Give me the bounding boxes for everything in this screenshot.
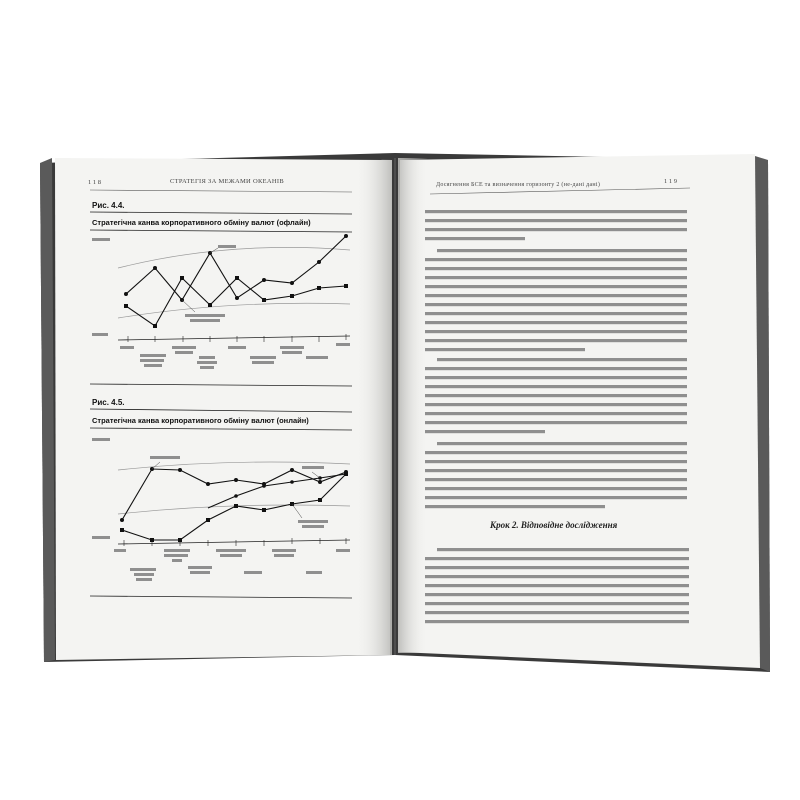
left-running-head: СТРАТЕГІЯ ЗА МЕЖАМИ ОКЕАНІВ <box>170 178 284 185</box>
section-title: Крок 2. Відповідне дослідження <box>490 520 618 530</box>
fig2-title: Стратегічна канва корпоративного обміну валют (онлайн) <box>92 416 309 425</box>
fig2-label: Рис. 4.5. <box>92 398 125 407</box>
fig1-label: Рис. 4.4. <box>92 201 125 210</box>
gutter-shadow-right <box>398 158 428 653</box>
right-body-text-lower <box>425 548 689 623</box>
right-page-number: 1 1 9 <box>664 178 677 185</box>
fig1-title: Стратегічна канва корпоративного обміну валют (офлайн) <box>92 218 311 227</box>
gutter-shadow-left <box>355 160 392 655</box>
right-running-head: Досягнення БСЕ та визначення горизонту 2 (не-дані дані) <box>436 182 601 188</box>
left-page-number: 1 1 8 <box>88 179 101 186</box>
